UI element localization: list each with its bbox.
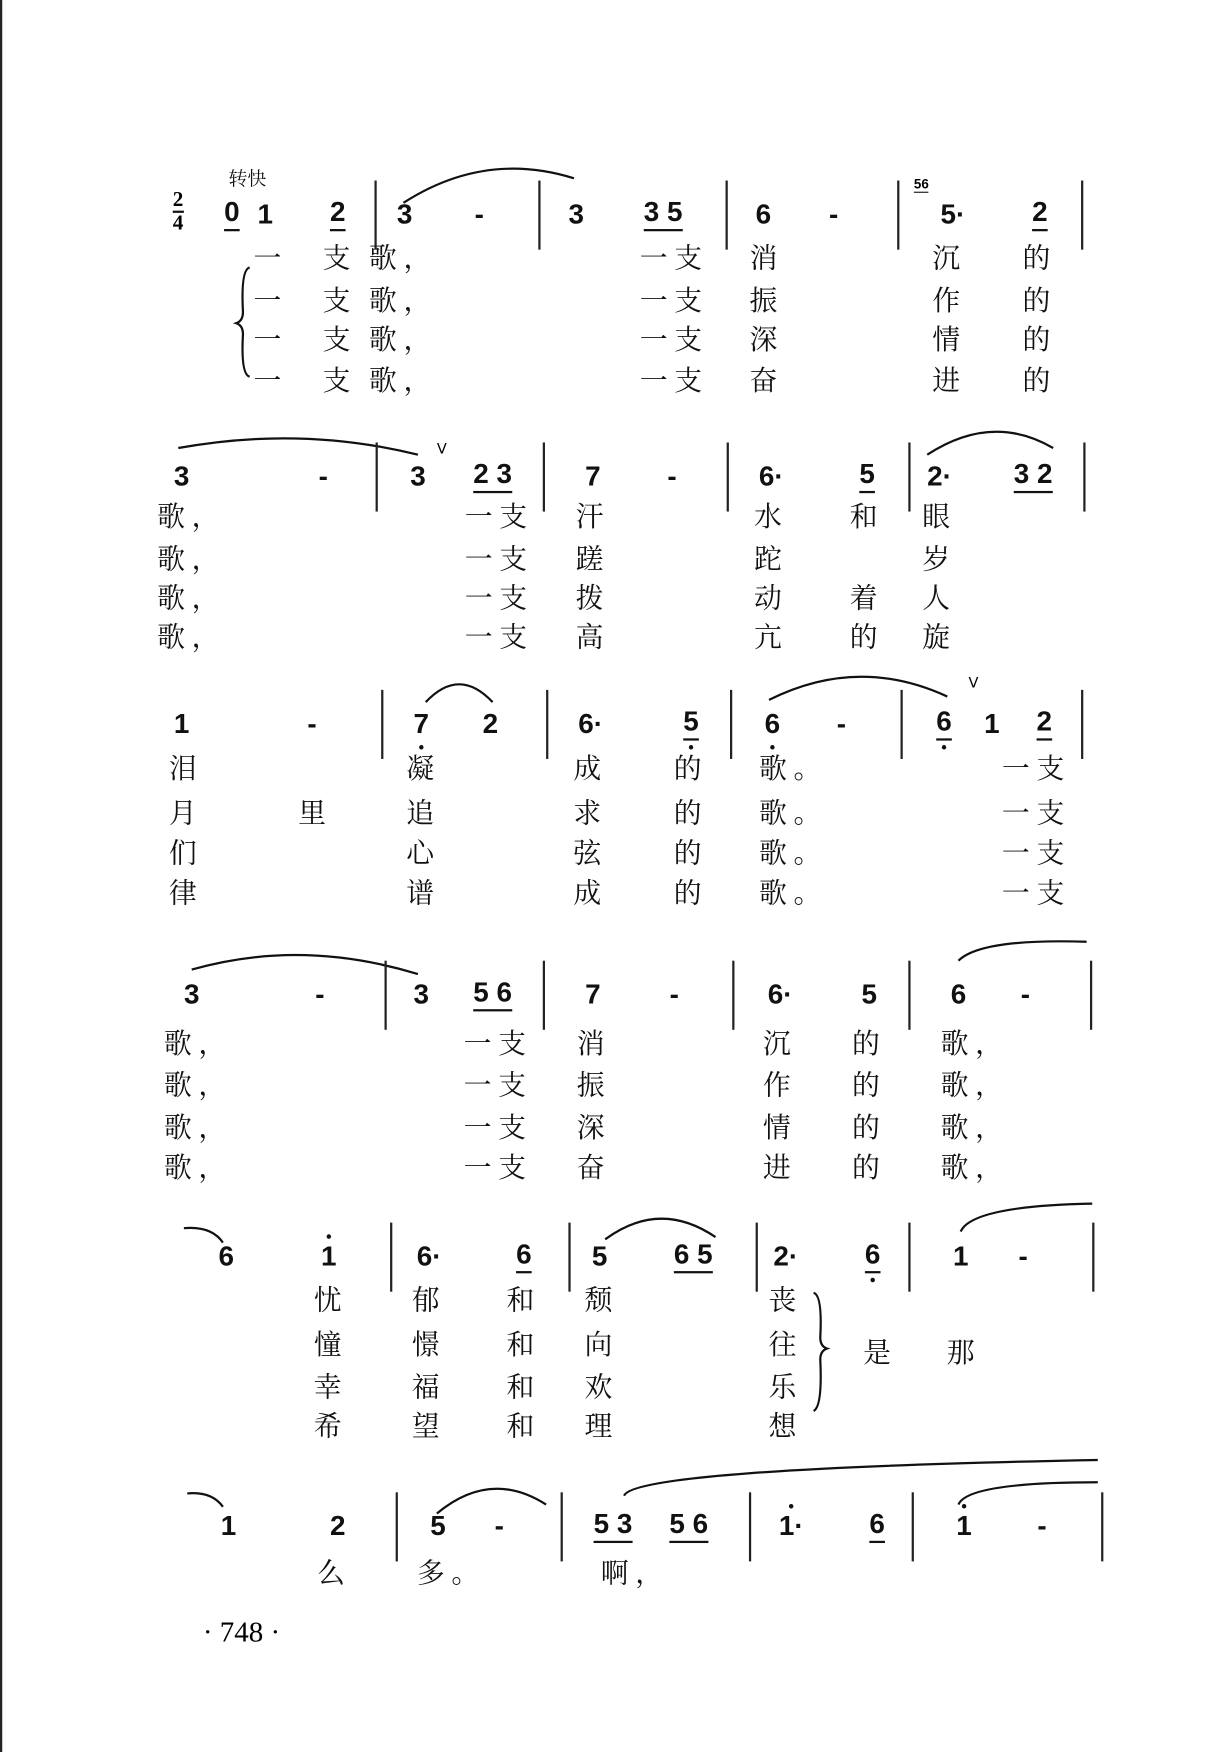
bar-line — [908, 1223, 910, 1292]
note: 5· — [940, 198, 966, 231]
bar-line — [732, 961, 734, 1030]
bar-line — [1092, 1223, 1094, 1292]
breath-mark: V — [436, 441, 447, 459]
slur — [958, 941, 1086, 960]
lyric: 的 — [673, 796, 709, 830]
slur — [958, 1482, 1097, 1504]
dash-note: - — [474, 198, 484, 231]
bar-line — [897, 181, 899, 250]
lyric: 一支 — [464, 542, 534, 576]
lyric: 旋 — [922, 620, 957, 654]
lyric: 憬 — [411, 1328, 447, 1361]
lyric: 歌， — [940, 1027, 1010, 1060]
lyric: 忧 — [313, 1283, 349, 1317]
note: 5 — [861, 979, 878, 1011]
lyric: 消 — [749, 241, 785, 275]
lyric: 和 — [849, 500, 885, 533]
note: 2 — [330, 199, 345, 231]
bar-line — [901, 690, 903, 759]
lyric: 水 — [753, 500, 789, 533]
note: 5 6 — [473, 979, 512, 1011]
lyric: 歌， — [163, 1111, 233, 1144]
lyric: 歌， — [940, 1151, 1010, 1184]
bar-line — [543, 442, 545, 511]
lyric: 一支 — [1001, 796, 1072, 830]
lyric: 凝 — [406, 752, 441, 785]
lyric: 一 — [253, 323, 289, 356]
page-number: · 748 · — [202, 1616, 281, 1649]
note: 2 3 — [473, 461, 512, 493]
bar-line — [1083, 442, 1085, 511]
lyric: 岁 — [922, 542, 957, 576]
note: 3 2 — [1014, 461, 1053, 493]
dash-note: - — [315, 979, 325, 1011]
lyric: 一支 — [1001, 752, 1072, 785]
lyric: 歌， — [157, 581, 227, 615]
lyric: 追 — [406, 796, 441, 830]
bar-line — [390, 1223, 392, 1292]
lyric: 歌。 — [758, 752, 829, 785]
lyric: 作 — [932, 284, 967, 317]
refrain-lyric: 那 — [946, 1336, 982, 1369]
lyric: 一支 — [463, 1151, 533, 1184]
lyric: 心 — [406, 836, 441, 870]
note: 2 — [482, 708, 499, 740]
bar-line — [730, 690, 732, 759]
lyric: 理 — [584, 1409, 620, 1443]
lyric: 歌， — [157, 542, 227, 576]
lyric: 多。 — [416, 1556, 486, 1590]
verse-brace — [814, 1293, 827, 1411]
note: 2· — [773, 1240, 799, 1273]
note: 2· — [927, 460, 952, 493]
lyric: 丧 — [768, 1283, 804, 1317]
lyric: 沉 — [932, 241, 967, 275]
bar-line — [543, 961, 545, 1030]
note: 5 — [591, 1240, 608, 1273]
lyric: 人 — [922, 581, 957, 615]
lyric: 和 — [506, 1328, 542, 1361]
lyric: 的 — [852, 1068, 887, 1102]
lyric: 一支 — [639, 284, 709, 317]
slur — [769, 677, 947, 700]
slur — [624, 1460, 1098, 1496]
lyric: 歌， — [368, 364, 439, 397]
dash-note: - — [1037, 1510, 1047, 1542]
note: 6 — [869, 1511, 884, 1543]
lyric: 深 — [749, 323, 785, 356]
lyric: 眼 — [922, 500, 957, 533]
lyric: 着 — [849, 581, 885, 615]
note: 1· — [778, 1510, 804, 1542]
lyric: 一支 — [639, 241, 709, 275]
bar-line — [385, 961, 387, 1030]
lyric: 亢 — [753, 620, 789, 654]
note: 3 — [183, 979, 200, 1011]
lyric: 的 — [673, 836, 709, 870]
note: 5 — [859, 461, 874, 493]
lyric: 们 — [168, 836, 204, 870]
note: 3 — [410, 460, 426, 493]
tempo-mark: 转快 — [228, 168, 267, 191]
dash-note: - — [318, 460, 328, 493]
bar-line — [546, 690, 548, 759]
lyric: 歌， — [163, 1027, 233, 1060]
bar-line — [538, 181, 540, 250]
lyric: 的 — [1022, 241, 1058, 275]
note: 1 — [257, 198, 274, 231]
note: 6 — [936, 708, 951, 740]
lyric: 和 — [506, 1370, 542, 1404]
note: 5 3 — [594, 1511, 633, 1543]
note: 7 — [585, 460, 601, 493]
lyric: 歌。 — [758, 877, 829, 910]
lyric: 憧 — [313, 1328, 349, 1361]
slur — [403, 169, 574, 203]
dash-note: - — [307, 708, 317, 740]
lyric: 的 — [673, 752, 709, 785]
lyric: 歌， — [163, 1068, 233, 1102]
lyric: 歌， — [163, 1151, 233, 1184]
lyric: 歌。 — [758, 836, 829, 870]
note: 3 — [413, 979, 430, 1011]
lyric: 乐 — [768, 1370, 804, 1404]
lyric: 的 — [673, 877, 709, 910]
lyric: 振 — [576, 1068, 612, 1102]
lyric: 欢 — [584, 1370, 620, 1404]
lyric: 和 — [506, 1409, 542, 1443]
lyric: 的 — [852, 1027, 887, 1060]
lyric: 么 — [317, 1556, 352, 1590]
lyric: 一支 — [463, 1068, 533, 1102]
slur — [605, 1219, 715, 1240]
lyric: 一支 — [639, 323, 709, 356]
lyric: 汗 — [575, 500, 611, 533]
lyric: 希 — [313, 1409, 349, 1443]
note: 1 — [984, 708, 1000, 740]
dash-note: - — [829, 198, 839, 231]
lyric: 歌， — [157, 620, 227, 654]
lyric: 律 — [168, 877, 204, 910]
lyric: 一支 — [463, 1027, 533, 1060]
lyric: 奋 — [576, 1151, 612, 1184]
lyric: 振 — [749, 284, 785, 317]
lyric: 一支 — [463, 1111, 533, 1144]
note: 5 6 — [669, 1511, 708, 1543]
note: 6 — [218, 1240, 234, 1273]
lyric: 一 — [253, 284, 289, 317]
lyric: 歌， — [940, 1068, 1010, 1102]
lyric: 支 — [322, 323, 358, 356]
lyric: 和 — [506, 1283, 542, 1317]
bar-line — [396, 1492, 398, 1561]
note: 3 5 — [644, 199, 683, 231]
note: 3 — [396, 198, 413, 231]
lyric: 一支 — [464, 620, 534, 654]
lyric: 进 — [762, 1151, 798, 1184]
bar-line — [726, 181, 728, 250]
lyric: 的 — [852, 1151, 887, 1184]
lyric: 消 — [576, 1027, 612, 1060]
verse-brace — [236, 267, 249, 376]
lyric: 歌， — [368, 284, 439, 317]
lyric: 泪 — [168, 752, 204, 785]
lyric: 拨 — [575, 581, 611, 615]
bar-line — [908, 961, 910, 1030]
bar-line — [1101, 1492, 1103, 1561]
lyric: 歌， — [157, 500, 227, 533]
lyric: 弦 — [573, 836, 608, 870]
note: 6 5 — [674, 1241, 713, 1273]
lyric: 月 — [168, 796, 204, 830]
bar-line — [727, 442, 729, 511]
slur — [187, 1493, 223, 1507]
lyric: 求 — [573, 796, 608, 830]
note: 6 — [865, 1241, 880, 1273]
lyric: 跎 — [753, 542, 789, 576]
note: 6 — [516, 1241, 531, 1273]
lyric: 幸 — [313, 1370, 349, 1404]
note: 1 — [952, 1240, 969, 1273]
lyric: 的 — [849, 620, 885, 654]
note: 1 — [173, 708, 190, 740]
lyric: 福 — [411, 1370, 447, 1404]
lyric: 情 — [932, 323, 967, 356]
note: 1 — [321, 1240, 337, 1273]
bar-line — [381, 690, 383, 759]
lyric: 成 — [573, 877, 608, 910]
note: 3 — [173, 460, 190, 493]
lyric: 进 — [932, 364, 967, 397]
bar-line — [912, 1492, 914, 1561]
lyric: 的 — [852, 1111, 887, 1144]
lyric: 一 — [253, 241, 289, 275]
bar-line — [1081, 690, 1083, 759]
lyric: 一支 — [1001, 836, 1072, 870]
note: 6· — [758, 460, 784, 493]
grace-notes: 56 — [913, 176, 929, 192]
lyric: 高 — [575, 620, 611, 654]
lyric: 动 — [753, 581, 789, 615]
lyric: 奋 — [749, 364, 785, 397]
dash-note: - — [667, 460, 677, 493]
time-signature-bottom: 4 — [172, 211, 184, 236]
slur — [961, 1204, 1093, 1232]
slur — [437, 1489, 546, 1514]
lyric: 一支 — [464, 581, 534, 615]
lyric: 支 — [322, 241, 358, 275]
note: 5 — [430, 1510, 446, 1542]
lyric: 里 — [298, 796, 333, 830]
lyric: 的 — [1022, 323, 1058, 356]
bar-line — [561, 1492, 563, 1561]
breath-mark: V — [968, 675, 979, 693]
lyric: 歌。 — [758, 796, 829, 830]
slur — [184, 1228, 223, 1243]
lyric: 的 — [1022, 284, 1058, 317]
note: 7 — [585, 979, 601, 1011]
note: 2 — [1037, 708, 1052, 740]
lyric: 郁 — [411, 1283, 447, 1317]
note: 6· — [767, 979, 793, 1011]
bar-line — [908, 442, 910, 511]
lyric: 啊， — [600, 1556, 670, 1590]
lyric: 支 — [322, 364, 358, 397]
note: 6· — [578, 708, 604, 740]
lyric: 望 — [411, 1409, 447, 1443]
lyric: 一支 — [464, 500, 534, 533]
note: 3 — [568, 198, 584, 231]
lyric: 的 — [1022, 364, 1058, 397]
slur — [927, 432, 1053, 455]
dash-note: - — [669, 979, 679, 1011]
note: 6 — [764, 708, 781, 740]
lyric: 向 — [584, 1328, 620, 1361]
time-signature-top: 2 — [172, 188, 184, 212]
bar-line — [756, 1223, 758, 1292]
note: 7 — [413, 708, 430, 740]
lyric: 歌， — [368, 323, 439, 356]
bar-line — [1090, 961, 1092, 1030]
lyric: 歌， — [368, 241, 439, 275]
lyric: 深 — [576, 1111, 612, 1144]
note: 0 — [224, 199, 239, 231]
dash-note: - — [1020, 979, 1030, 1011]
lyric: 情 — [762, 1111, 798, 1144]
lyric: 支 — [322, 284, 358, 317]
lyric: 歌， — [940, 1111, 1010, 1144]
bar-line — [376, 442, 378, 511]
bar-line — [1081, 181, 1083, 250]
dash-note: - — [836, 708, 847, 740]
note: 6 — [755, 198, 772, 231]
note: 5 — [683, 708, 698, 740]
note: 1 — [956, 1510, 972, 1542]
lyric: 一支 — [1001, 877, 1072, 910]
dash-note: - — [1018, 1240, 1028, 1273]
lyric: 一支 — [639, 364, 709, 397]
refrain-lyric: 是 — [863, 1336, 898, 1369]
bar-line — [749, 1492, 751, 1561]
lyric: 成 — [573, 752, 608, 785]
slur — [178, 438, 418, 454]
lyric: 谱 — [406, 877, 441, 910]
dash-note: - — [494, 1510, 504, 1542]
note: 6 — [950, 979, 967, 1011]
note: 2 — [1032, 199, 1047, 231]
lyric: 作 — [762, 1068, 798, 1102]
lyric: 往 — [768, 1328, 804, 1361]
note: 1 — [220, 1510, 237, 1542]
note: 6· — [416, 1240, 442, 1273]
lyric: 想 — [768, 1409, 804, 1443]
bar-line — [568, 1223, 570, 1292]
lyric: 沉 — [762, 1027, 798, 1060]
note: 2 — [329, 1510, 346, 1542]
lyric: 颓 — [584, 1283, 620, 1317]
lyric: 蹉 — [575, 542, 611, 576]
slur — [426, 684, 493, 702]
lyric: 一 — [253, 364, 289, 397]
